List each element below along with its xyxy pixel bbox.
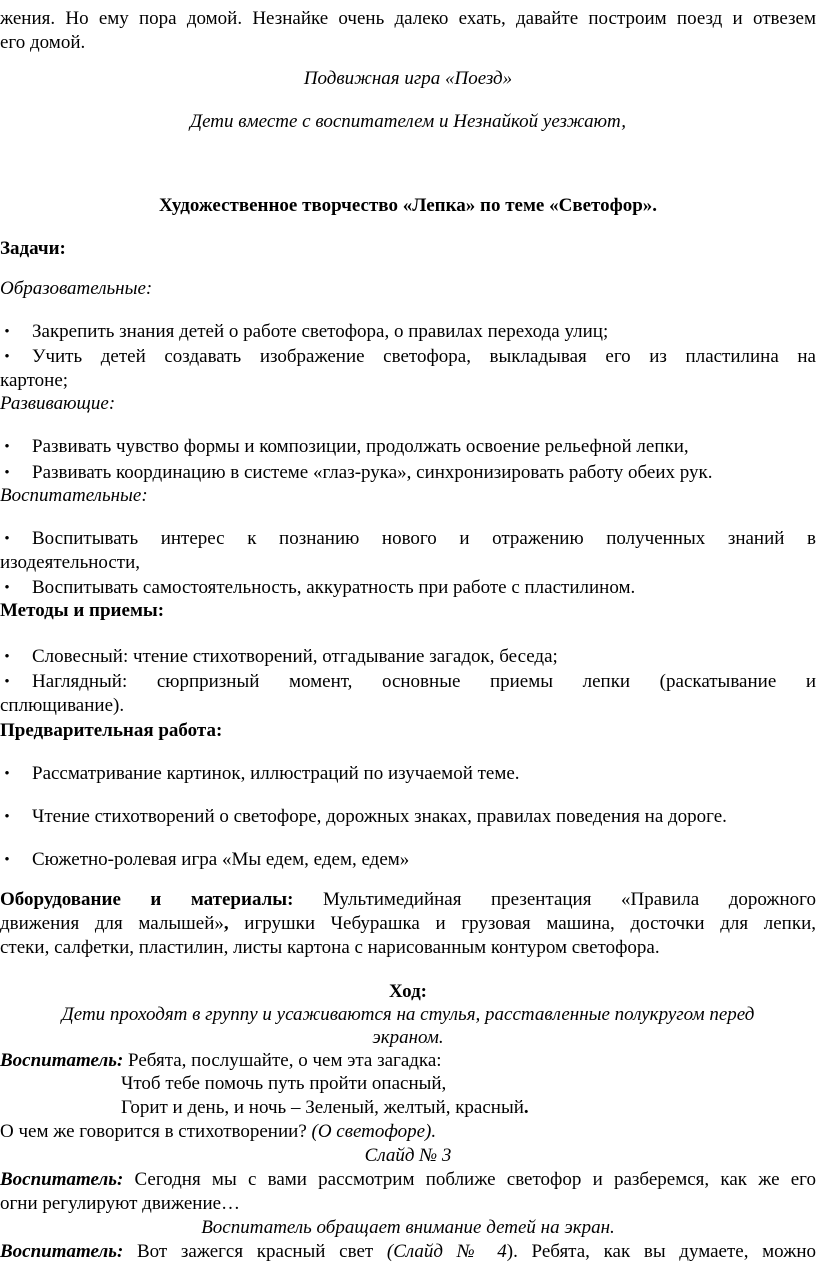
speaker-label: Воспитатель:: [0, 1241, 124, 1262]
poem-period: .: [523, 1097, 529, 1118]
list-item-text: Наглядный: сюрпризный момент, основные приемы лепки (раскатывание и: [32, 671, 816, 692]
stage-direction: экраном.: [372, 1027, 444, 1048]
slide-label: Слайд № 3: [364, 1145, 452, 1166]
bullet-icon: •: [4, 439, 10, 455]
list-item: [0, 576, 816, 600]
list-item: [0, 435, 816, 459]
list-item-text: Развивать координацию в системе «глаз-рука», синхронизировать работу обеих рук.: [32, 462, 713, 483]
bullet-icon: •: [4, 809, 10, 825]
list-item: [0, 345, 816, 369]
list-item-text: Чтение стихотворений о светофоре, дорожных знаках, правилах поведения на дороге.: [32, 806, 727, 827]
bullet-icon: •: [4, 349, 10, 365]
poem-line: Чтоб тебе помочь путь пройти опасный,: [121, 1073, 447, 1094]
list-item-text: Словесный: чтение стихотворений, отгадывание загадок, беседа;: [32, 646, 558, 667]
list-item-continuation: картоне;: [0, 370, 69, 391]
equipment-label: Оборудование и материалы:: [0, 889, 294, 910]
list-item: [0, 461, 816, 485]
equipment-comma: ,: [223, 913, 229, 934]
list-item: [0, 320, 816, 344]
speaker-label: Воспитатель:: [0, 1169, 124, 1190]
equipment-line-3: стеки, салфетки, пластилин, листы картона с нарисованным контуром светофора.: [0, 937, 660, 958]
question-line: [0, 1120, 816, 1144]
list-item-text: Закрепить знания детей о работе светофора, о правилах перехода улиц;: [32, 321, 609, 342]
list-item-text: Воспитывать интерес к познанию нового и отражению полученных знаний в: [32, 528, 816, 549]
game-title: Подвижная игра «Поезд»: [303, 68, 513, 89]
bullet-icon: •: [4, 852, 10, 868]
dialogue-line: [0, 1049, 816, 1073]
bullet-icon: •: [4, 324, 10, 340]
equipment-line-1: [0, 888, 816, 912]
list-item-text: Развивать чувство формы и композиции, продолжать освоение рельефной лепки,: [32, 436, 689, 457]
dialogue-text: Сегодня мы с вами рассмотрим поближе светофор и разберемся, как же его: [123, 1169, 816, 1190]
lesson-title: Художественное творчество «Лепка» по теме «Светофор».: [158, 195, 658, 216]
list-item: [0, 527, 816, 551]
speaker-label: Воспитатель:: [0, 1050, 124, 1071]
poem-text: Горит и день, и ночь – Зеленый, желтый, красный: [121, 1097, 524, 1118]
dialogue-text: Вот зажегся красный свет: [123, 1241, 387, 1262]
list-item-text: Рассматривание картинок, иллюстраций по изучаемой теме.: [32, 763, 520, 784]
methods-heading: Методы и приемы:: [0, 600, 165, 621]
equipment-text: Мультимедийная презентация «Правила дорожного: [293, 889, 816, 910]
intro-line-2: его домой.: [0, 32, 86, 53]
bullet-icon: •: [4, 580, 10, 596]
developing-heading: Развивающие:: [0, 393, 116, 414]
equipment-text: движения для малышей»: [0, 913, 224, 934]
stage-direction: Воспитатель обращает внимание детей на экран.: [201, 1217, 615, 1238]
equipment-line-2: [0, 912, 816, 936]
intro-line-1: жения. Но ему пора домой. Незнайке очень далеко ехать, давайте построим поезд и отвезем: [0, 8, 816, 29]
preliminary-heading: Предварительная работа:: [0, 720, 223, 741]
dialogue-text: Ребята, послушайте, о чем эта загадка:: [123, 1050, 442, 1071]
slide-reference: (Слайд № 4: [386, 1241, 507, 1262]
list-item-text: Сюжетно-ролевая игра «Мы едем, едем, едем»: [32, 849, 410, 870]
stage-direction: Дети проходят в группу и усаживаются на стулья, расставленные полукругом перед: [61, 1004, 755, 1025]
educational-heading: Образовательные:: [0, 278, 153, 299]
dialogue-text: ): [506, 1241, 514, 1262]
question-text: О чем же говорится в стихотворении?: [0, 1121, 312, 1142]
tasks-heading: Задачи:: [0, 238, 66, 259]
bullet-icon: •: [4, 531, 10, 547]
dialogue-line: [0, 1240, 816, 1264]
dialogue-text: . Ребята, как вы думаете, можно: [513, 1241, 816, 1262]
list-item: [0, 670, 816, 694]
question-answer: (О светофоре).: [311, 1121, 437, 1142]
list-item-continuation: изодеятельности,: [0, 552, 141, 573]
dialogue-line: огни регулируют движение…: [0, 1193, 241, 1214]
course-heading: Ход:: [388, 981, 428, 1002]
bullet-icon: •: [4, 465, 10, 481]
list-item-text: Учить детей создавать изображение светофора, выкладывая его из пластилина на: [32, 346, 816, 367]
list-item: [0, 762, 816, 786]
upbringing-heading: Воспитательные:: [0, 485, 148, 506]
equipment-text: игрушки Чебурашка и грузовая машина, досточки для лепки,: [228, 913, 816, 934]
game-note: Дети вместе с воспитателем и Незнайкой уезжают,: [190, 111, 626, 132]
list-item: [0, 805, 816, 829]
list-item: [0, 848, 816, 872]
list-item: [0, 645, 816, 669]
bullet-icon: •: [4, 674, 10, 690]
dialogue-line: [0, 1168, 816, 1192]
list-item-text: Воспитывать самостоятельность, аккуратность при работе с пластилином.: [32, 577, 636, 598]
bullet-icon: •: [4, 649, 10, 665]
poem-line: [121, 1096, 529, 1120]
list-item-continuation: сплющивание).: [0, 695, 125, 716]
bullet-icon: •: [4, 766, 10, 782]
